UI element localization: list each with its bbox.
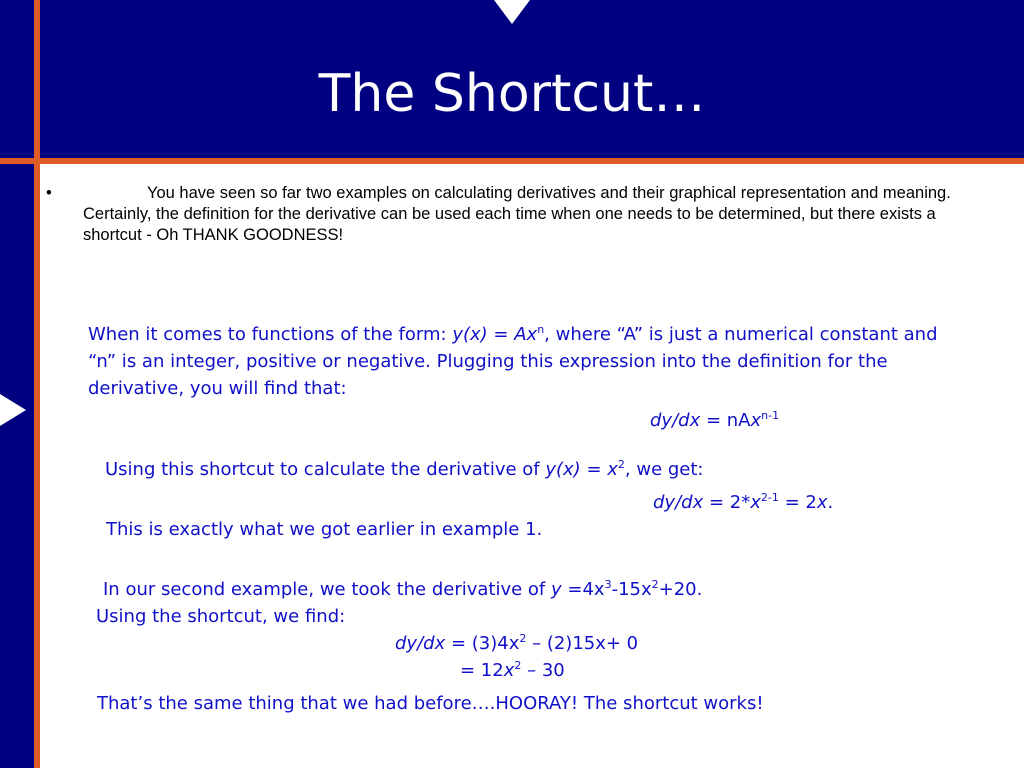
power-rule-formula <box>650 410 779 431</box>
ex2-exp3: 3 <box>604 578 612 591</box>
ex1r-exp: 2-1 <box>760 491 779 504</box>
example1-result <box>653 492 833 513</box>
ex1r-dot: . <box>827 492 834 513</box>
left-sidebar-band <box>0 164 34 768</box>
bullet-dot: • <box>46 184 52 202</box>
ex2c1-dydx: dy/dx <box>395 633 446 654</box>
ex2c1-exp: 2 <box>519 632 527 645</box>
rule-na: = nA <box>700 410 751 431</box>
orange-horizontal-rule <box>0 158 1024 164</box>
ex2c1-a: = (3)4x <box>445 633 520 654</box>
ex1r-x: x <box>750 492 761 513</box>
ex2-15x: -15x <box>611 579 652 600</box>
ex1r-2: = 2* <box>703 492 751 513</box>
intro-ax: Ax <box>514 324 538 345</box>
orange-vertical-rule <box>34 0 40 768</box>
ex1-text-a: Using this shortcut to calculate the derivative of <box>105 459 546 480</box>
ex2-y: y <box>551 579 562 600</box>
example1-note: This is exactly what we got earlier in example 1. <box>106 519 543 540</box>
example2-line2: Using the shortcut, we find: <box>96 606 346 627</box>
ex1r-x2: x <box>816 492 828 513</box>
intro-yx: y(x) <box>452 324 488 345</box>
ex1-exp: 2 <box>617 458 625 471</box>
ex1-yx: y(x) <box>545 459 581 480</box>
intro-text-1: When it comes to functions of the form: <box>88 324 453 345</box>
ex1r-dydx: dy/dx <box>653 492 704 513</box>
ex2-4x: =4x <box>561 579 605 600</box>
ex2c2-exp: 2 <box>514 659 522 672</box>
bullet-text: You have seen so far two examples on calculating derivatives and their graphical representation and meaning. Certainly, the definition for the derivative can be used each time when one needs to be determined, but there exists a shortcut - Oh THANK GOODNESS! <box>83 184 951 244</box>
conclusion: That’s the same thing that we had before….HOORAY! The shortcut works! <box>97 693 764 714</box>
intro-text-2: , where “A” is just a numerical constant and “n” is an integer, positive or negative. Plugging this expression into the definition for the derivative, you will find that: <box>88 324 938 399</box>
rule-x: x <box>750 410 762 431</box>
example2-intro <box>103 579 702 600</box>
ex1-eq: = <box>580 459 608 480</box>
intro-exp-n: n <box>537 323 545 336</box>
power-rule-intro <box>88 321 968 402</box>
example1-intro <box>105 459 704 480</box>
ex2c2-a: = 12 <box>460 660 504 681</box>
ex1r-eq: = 2 <box>778 492 817 513</box>
ex2-plus20: +20. <box>658 579 703 600</box>
ex2c2-x: x <box>503 660 515 681</box>
intro-eq: = <box>487 324 515 345</box>
ex2c1-b: – (2)15x+ 0 <box>526 633 639 654</box>
intro-bullet <box>46 183 976 246</box>
rule-dydx: dy/dx <box>650 410 701 431</box>
ex2c2-b: – 30 <box>521 660 565 681</box>
ex1-text-f: , we get: <box>624 459 704 480</box>
example2-calc1 <box>395 633 638 654</box>
example2-calc2 <box>460 660 565 681</box>
ex2-text-a: In our second example, we took the derivative of <box>103 579 551 600</box>
slide-title: The Shortcut… <box>318 64 706 124</box>
ex1-x: x <box>607 459 618 480</box>
rule-exp: n-1 <box>761 409 780 422</box>
left-triangle-marker <box>0 394 26 426</box>
top-triangle-marker <box>494 0 530 24</box>
ex2-exp2: 2 <box>651 578 659 591</box>
